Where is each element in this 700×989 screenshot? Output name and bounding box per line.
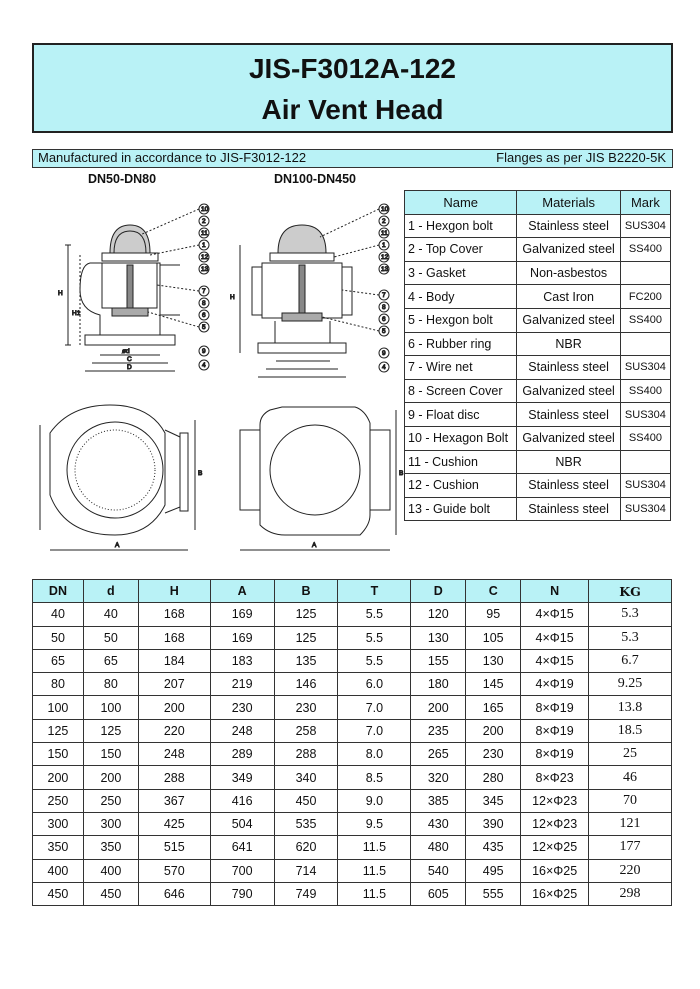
dimensions-row [33, 626, 672, 649]
dimensions-cell-a: 219 [210, 673, 274, 696]
material-cell: Galvanized steel [517, 308, 620, 332]
dimensions-cell-kg: 6.7 [589, 649, 672, 672]
materials-row [405, 238, 671, 262]
small-valve-elevation [58, 225, 180, 371]
dimensions-row [33, 882, 672, 905]
balloon-s-9: 6 [202, 312, 206, 319]
dimensions-cell-t: 5.5 [338, 626, 411, 649]
materials-header-mark: Mark [620, 191, 670, 215]
dimensions-cell-n: 4×Φ19 [521, 673, 589, 696]
materials-header-materials: Materials [517, 191, 620, 215]
dimensions-cell-dn: 350 [33, 836, 84, 859]
dimensions-cell-t: 7.0 [338, 696, 411, 719]
dimensions-cell-kg: 46 [589, 766, 672, 789]
part-name-cell: 9 - Float disc [405, 403, 517, 427]
dimensions-cell-d: 480 [411, 836, 466, 859]
dimensions-cell-dn: 200 [33, 766, 84, 789]
part-name-cell: 12 - Cushion [405, 474, 517, 498]
dimensions-cell-kg: 5.3 [589, 626, 672, 649]
dimensions-table [32, 579, 672, 906]
dimensions-cell-t: 7.0 [338, 719, 411, 742]
dimensions-cell-c: 105 [466, 626, 521, 649]
dimensions-cell-c: 495 [466, 859, 521, 882]
mark-cell: SUS304 [620, 214, 670, 238]
dimensions-cell-t: 11.5 [338, 882, 411, 905]
material-cell: NBR [517, 332, 620, 356]
dimensions-row [33, 859, 672, 882]
dimensions-cell-b: 125 [274, 603, 338, 626]
dimensions-cell-n: 8×Φ19 [521, 696, 589, 719]
dimensions-cell-d: 40 [83, 603, 138, 626]
dimensions-cell-kg: 5.3 [589, 603, 672, 626]
dimensions-cell-d: 350 [83, 836, 138, 859]
dimensions-cell-kg: 25 [589, 743, 672, 766]
dimensions-cell-d: 200 [83, 766, 138, 789]
dimensions-cell-d: 120 [411, 603, 466, 626]
part-name-cell: 1 - Hexgon bolt [405, 214, 517, 238]
balloon-s-10: 5 [202, 324, 206, 331]
dim-h-label-large: H [230, 294, 235, 301]
dimensions-header-row [33, 580, 672, 603]
balloon-s-11: 9 [202, 348, 206, 355]
material-cell: Galvanized steel [517, 238, 620, 262]
dimensions-row [33, 836, 672, 859]
dimensions-cell-b: 288 [274, 743, 338, 766]
dimensions-cell-dn: 65 [33, 649, 84, 672]
dimensions-cell-kg: 298 [589, 882, 672, 905]
dimensions-row [33, 812, 672, 835]
dimensions-cell-n: 12×Φ23 [521, 789, 589, 812]
dimensions-cell-a: 169 [210, 626, 274, 649]
dimensions-cell-dn: 125 [33, 719, 84, 742]
dimensions-cell-h: 248 [138, 743, 210, 766]
dimensions-cell-h: 168 [138, 626, 210, 649]
dimensions-cell-b: 135 [274, 649, 338, 672]
dimensions-cell-n: 12×Φ25 [521, 836, 589, 859]
dimensions-cell-kg: 70 [589, 789, 672, 812]
drawing-label-large: DN100-DN450 [274, 172, 356, 186]
part-name-cell: 8 - Screen Cover [405, 379, 517, 403]
part-name-cell: 5 - Hexgon bolt [405, 308, 517, 332]
mark-cell [620, 332, 670, 356]
part-name-cell: 13 - Guide bolt [405, 497, 517, 521]
dimensions-cell-t: 9.0 [338, 789, 411, 812]
small-valve-plan [40, 405, 202, 550]
balloon-s-7: 7 [202, 288, 206, 295]
dimensions-cell-d: 80 [83, 673, 138, 696]
dimensions-cell-d: 265 [411, 743, 466, 766]
dimensions-cell-n: 12×Φ23 [521, 812, 589, 835]
dimensions-cell-d: 250 [83, 789, 138, 812]
dim-h-label: H [58, 290, 63, 297]
dimensions-cell-dn: 150 [33, 743, 84, 766]
dimensions-cell-b: 125 [274, 626, 338, 649]
material-cell: Galvanized steel [517, 379, 620, 403]
balloon-s-12: 4 [202, 362, 206, 369]
dimensions-cell-dn: 450 [33, 882, 84, 905]
dimensions-cell-t: 5.5 [338, 649, 411, 672]
balloon-s-8: 8 [202, 300, 206, 307]
dimensions-header-h: H [138, 580, 210, 603]
dimensions-header-a: A [210, 580, 274, 603]
large-valve-elevation [230, 225, 352, 377]
dimensions-cell-a: 349 [210, 766, 274, 789]
dimensions-cell-t: 6.0 [338, 673, 411, 696]
dimensions-cell-dn: 100 [33, 696, 84, 719]
material-cell: Non-asbestos [517, 261, 620, 285]
dimensions-cell-c: 130 [466, 649, 521, 672]
materials-header-row [405, 191, 671, 215]
balloon-l-1: 10 [381, 206, 389, 213]
dimensions-row [33, 743, 672, 766]
part-name-cell: 11 - Cushion [405, 450, 517, 474]
material-cell: Galvanized steel [517, 426, 620, 450]
part-name-cell: 6 - Rubber ring [405, 332, 517, 356]
dim-a-label-large: A [312, 542, 317, 549]
large-valve-balloons [320, 204, 389, 372]
dim-a-label: A [115, 542, 120, 549]
dimensions-header-t: T [338, 580, 411, 603]
dimensions-row [33, 603, 672, 626]
technical-drawings [30, 195, 405, 570]
mark-cell: SUS304 [620, 356, 670, 380]
dimensions-cell-kg: 177 [589, 836, 672, 859]
dimensions-cell-d: 430 [411, 812, 466, 835]
dimensions-cell-kg: 121 [589, 812, 672, 835]
dimensions-header-c: C [466, 580, 521, 603]
document-subtitle: Air Vent Head [261, 94, 444, 125]
dimensions-cell-a: 230 [210, 696, 274, 719]
dimensions-cell-b: 340 [274, 766, 338, 789]
dimensions-cell-n: 8×Φ23 [521, 766, 589, 789]
dimensions-cell-c: 280 [466, 766, 521, 789]
dimensions-cell-h: 200 [138, 696, 210, 719]
materials-row [405, 497, 671, 521]
materials-table [404, 190, 671, 521]
material-cell: NBR [517, 450, 620, 474]
mark-cell: SUS304 [620, 497, 670, 521]
dimensions-cell-dn: 400 [33, 859, 84, 882]
dimensions-cell-h: 367 [138, 789, 210, 812]
dimensions-cell-h: 288 [138, 766, 210, 789]
dimensions-cell-d: 400 [83, 859, 138, 882]
materials-row [405, 332, 671, 356]
dimensions-cell-dn: 50 [33, 626, 84, 649]
dimensions-cell-c: 230 [466, 743, 521, 766]
mark-cell: SUS304 [620, 403, 670, 427]
balloon-l-4: 1 [382, 242, 386, 249]
dimensions-row [33, 673, 672, 696]
info-bar [32, 149, 673, 168]
dimensions-cell-b: 535 [274, 812, 338, 835]
dimensions-cell-n: 16×Φ25 [521, 882, 589, 905]
dimensions-cell-d: 385 [411, 789, 466, 812]
dimensions-cell-c: 555 [466, 882, 521, 905]
dimensions-cell-a: 504 [210, 812, 274, 835]
dimensions-cell-h: 184 [138, 649, 210, 672]
dimensions-cell-b: 749 [274, 882, 338, 905]
dimensions-cell-kg: 220 [589, 859, 672, 882]
balloon-s-3: 11 [201, 230, 208, 237]
dimensions-cell-d: 180 [411, 673, 466, 696]
balloon-s-2: 2 [202, 218, 206, 225]
dimensions-cell-b: 258 [274, 719, 338, 742]
dimensions-cell-d: 155 [411, 649, 466, 672]
dimensions-cell-a: 289 [210, 743, 274, 766]
dimensions-cell-b: 620 [274, 836, 338, 859]
part-name-cell: 4 - Body [405, 285, 517, 309]
materials-row [405, 426, 671, 450]
flange-note: Flanges as per JIS B2220-5K [496, 150, 666, 165]
dimensions-cell-n: 8×Φ19 [521, 743, 589, 766]
dimensions-header-kg: KG [589, 580, 672, 603]
mark-cell: SS400 [620, 426, 670, 450]
dimensions-cell-a: 183 [210, 649, 274, 672]
dimensions-header-d: d [83, 580, 138, 603]
mark-cell [620, 261, 670, 285]
balloon-l-5: 12 [381, 254, 389, 261]
balloon-l-9: 6 [382, 316, 386, 323]
dimensions-cell-t: 9.5 [338, 812, 411, 835]
dimensions-cell-d: 450 [83, 882, 138, 905]
material-cell: Cast Iron [517, 285, 620, 309]
part-name-cell: 7 - Wire net [405, 356, 517, 380]
part-name-cell: 2 - Top Cover [405, 238, 517, 262]
large-valve-plan [240, 407, 403, 550]
dimensions-cell-kg: 9.25 [589, 673, 672, 696]
balloon-s-5: 12 [201, 254, 209, 261]
dimensions-cell-dn: 80 [33, 673, 84, 696]
dimensions-cell-d: 150 [83, 743, 138, 766]
dimensions-cell-d: 540 [411, 859, 466, 882]
dimensions-cell-b: 146 [274, 673, 338, 696]
material-cell: Stainless steel [517, 497, 620, 521]
balloon-s-1: 10 [201, 206, 209, 213]
materials-row [405, 308, 671, 332]
balloon-l-7: 7 [382, 292, 386, 299]
dimensions-cell-kg: 18.5 [589, 719, 672, 742]
dimensions-cell-t: 8.5 [338, 766, 411, 789]
dimensions-cell-c: 345 [466, 789, 521, 812]
materials-row [405, 403, 671, 427]
dimensions-row [33, 719, 672, 742]
dimensions-cell-c: 200 [466, 719, 521, 742]
dimensions-cell-d: 605 [411, 882, 466, 905]
dimensions-cell-n: 16×Φ25 [521, 859, 589, 882]
dimensions-cell-d: 130 [411, 626, 466, 649]
dimensions-cell-a: 169 [210, 603, 274, 626]
dim-b-label-large: B [399, 470, 404, 477]
balloon-l-11: 9 [382, 350, 386, 357]
dimensions-cell-t: 11.5 [338, 859, 411, 882]
dimensions-cell-dn: 300 [33, 812, 84, 835]
balloon-s-4: 1 [202, 242, 206, 249]
dim-d-label: ød [122, 348, 130, 355]
dimensions-cell-c: 390 [466, 812, 521, 835]
material-cell: Stainless steel [517, 214, 620, 238]
dimensions-cell-d: 65 [83, 649, 138, 672]
materials-row [405, 474, 671, 498]
balloon-s-6: 13 [201, 266, 209, 273]
materials-row [405, 214, 671, 238]
dimensions-cell-n: 4×Φ15 [521, 603, 589, 626]
document-title: JIS-F3012A-122 [248, 53, 456, 84]
dimensions-cell-b: 714 [274, 859, 338, 882]
dim-dd-label: D [127, 364, 132, 371]
materials-row [405, 450, 671, 474]
dimensions-cell-n: 8×Φ19 [521, 719, 589, 742]
dimensions-cell-t: 8.0 [338, 743, 411, 766]
dimensions-cell-h: 515 [138, 836, 210, 859]
dimensions-cell-c: 95 [466, 603, 521, 626]
mark-cell: SS400 [620, 308, 670, 332]
dimensions-cell-d: 235 [411, 719, 466, 742]
dimensions-header-n: N [521, 580, 589, 603]
dimensions-row [33, 766, 672, 789]
dim-b-label: B [198, 470, 203, 477]
dimensions-cell-d: 125 [83, 719, 138, 742]
dimensions-cell-d: 300 [83, 812, 138, 835]
dimensions-cell-a: 700 [210, 859, 274, 882]
dimensions-row [33, 649, 672, 672]
materials-header-name: Name [405, 191, 517, 215]
materials-row [405, 285, 671, 309]
dimensions-cell-a: 416 [210, 789, 274, 812]
dimensions-row [33, 696, 672, 719]
dimensions-cell-c: 145 [466, 673, 521, 696]
dimensions-cell-c: 435 [466, 836, 521, 859]
dimensions-cell-a: 790 [210, 882, 274, 905]
material-cell: Stainless steel [517, 403, 620, 427]
materials-row [405, 261, 671, 285]
standard-note: Manufactured in accordance to JIS-F3012-122 [38, 150, 307, 165]
mark-cell: SS400 [620, 379, 670, 403]
dimensions-cell-t: 11.5 [338, 836, 411, 859]
dimensions-header-d: D [411, 580, 466, 603]
balloon-l-2: 2 [382, 218, 386, 225]
dimensions-cell-dn: 40 [33, 603, 84, 626]
dimensions-cell-c: 165 [466, 696, 521, 719]
dim-c-label: C [127, 356, 132, 363]
drawing-label-small: DN50-DN80 [88, 172, 157, 186]
dim-h1-label: H1 [72, 310, 81, 317]
balloon-l-8: 8 [382, 304, 386, 311]
balloon-l-12: 4 [382, 364, 386, 371]
balloon-l-10: 5 [382, 328, 386, 335]
materials-row [405, 356, 671, 380]
dimensions-cell-h: 646 [138, 882, 210, 905]
dimensions-cell-a: 248 [210, 719, 274, 742]
dimensions-cell-h: 168 [138, 603, 210, 626]
material-cell: Stainless steel [517, 474, 620, 498]
material-cell: Stainless steel [517, 356, 620, 380]
dimensions-cell-b: 450 [274, 789, 338, 812]
balloon-l-3: 11 [381, 230, 388, 237]
dimensions-cell-d: 200 [411, 696, 466, 719]
dimensions-cell-d: 50 [83, 626, 138, 649]
dimensions-cell-d: 100 [83, 696, 138, 719]
dimensions-header-dn: DN [33, 580, 84, 603]
dimensions-cell-a: 641 [210, 836, 274, 859]
dimensions-cell-b: 230 [274, 696, 338, 719]
dimensions-cell-d: 320 [411, 766, 466, 789]
mark-cell: SUS304 [620, 474, 670, 498]
balloon-l-6: 13 [381, 266, 389, 273]
dimensions-cell-n: 4×Φ15 [521, 626, 589, 649]
dimensions-row [33, 789, 672, 812]
mark-cell: FC200 [620, 285, 670, 309]
dimensions-cell-h: 220 [138, 719, 210, 742]
part-name-cell: 3 - Gasket [405, 261, 517, 285]
dimensions-cell-h: 207 [138, 673, 210, 696]
dimensions-cell-n: 4×Φ15 [521, 649, 589, 672]
mark-cell [620, 450, 670, 474]
title-box [32, 43, 673, 133]
dimensions-cell-h: 570 [138, 859, 210, 882]
dimensions-cell-dn: 250 [33, 789, 84, 812]
dimensions-cell-t: 5.5 [338, 603, 411, 626]
materials-row [405, 379, 671, 403]
mark-cell: SS400 [620, 238, 670, 262]
dimensions-cell-kg: 13.8 [589, 696, 672, 719]
dimensions-cell-h: 425 [138, 812, 210, 835]
dimensions-header-b: B [274, 580, 338, 603]
part-name-cell: 10 - Hexagon Bolt [405, 426, 517, 450]
